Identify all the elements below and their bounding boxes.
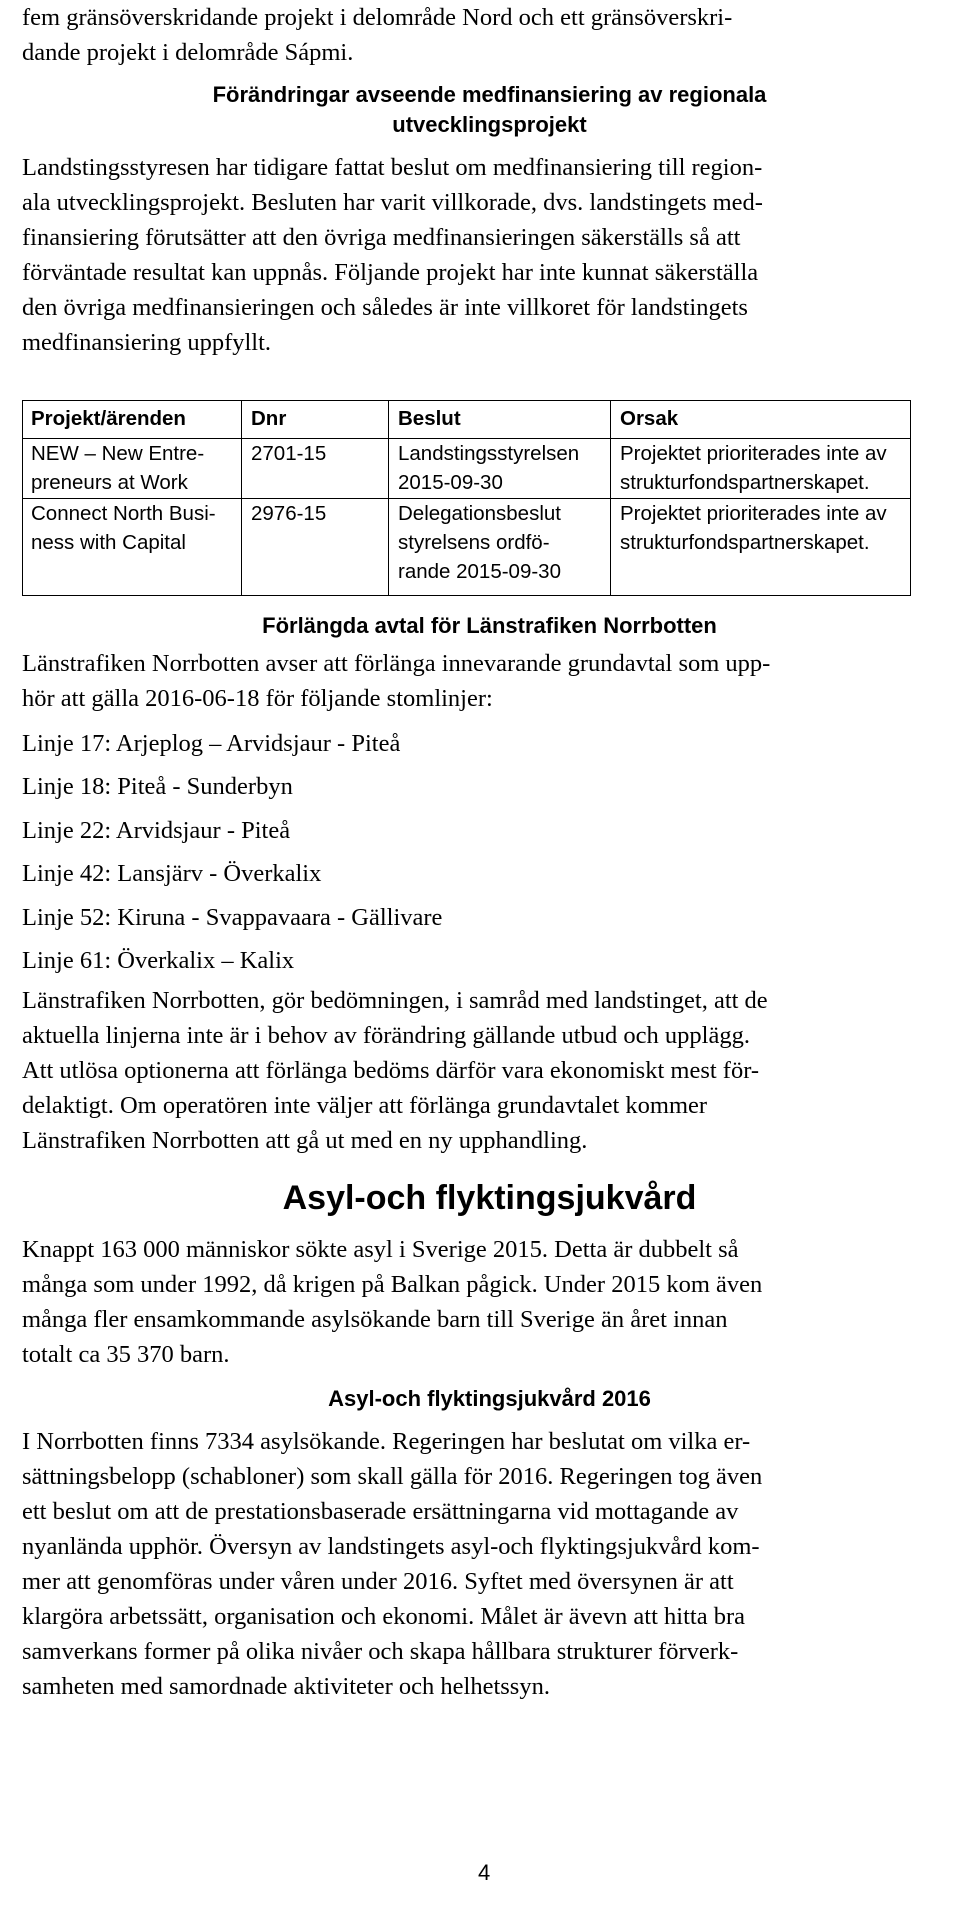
route-list bbox=[22, 722, 922, 982]
medfinansiering-paragraph bbox=[22, 150, 922, 360]
asyl-paragraph bbox=[22, 1232, 922, 1372]
text-line: Landstingsstyresen har tidigare fattat beslut om medfinansiering till region- bbox=[22, 154, 763, 181]
lanstrafiken-paragraph bbox=[22, 983, 922, 1158]
cell-line: NEW – New Entre- bbox=[31, 442, 205, 465]
page-number: 4 bbox=[478, 1860, 491, 1885]
text-line: många fler ensamkommande asylsökande barn till Sverige än året innan bbox=[22, 1306, 728, 1333]
table-cell-dnr: 2976-15 bbox=[251, 502, 327, 525]
text-line: klargöra arbetssätt, organisation och ekonomi. Målet är ävevn att hitta bra bbox=[22, 1603, 745, 1630]
section-heading-lanstrafiken: Förlängda avtal för Länstrafiken Norrbotten bbox=[262, 613, 717, 638]
heading-line: Förändringar avseende medfinansiering av regionala bbox=[212, 82, 767, 107]
section-heading-asyl: Asyl-och flyktingsjukvård bbox=[282, 1179, 697, 1217]
text-line: Länstrafiken Norrbotten, gör bedömningen, i samråd med landstinget, att de bbox=[22, 987, 768, 1014]
text-line: Knappt 163 000 människor sökte asyl i Sverige 2015. Detta är dubbelt så bbox=[22, 1236, 739, 1263]
cell-line: styrelsens ordfö- bbox=[398, 531, 550, 554]
table-header-beslut: Beslut bbox=[398, 407, 461, 430]
route-item: Linje 17: Arjeplog – Arvidsjaur - Piteå bbox=[22, 730, 401, 757]
cell-line: Landstingsstyrelsen bbox=[398, 442, 580, 465]
text-line: förväntade resultat kan uppnås. Följande projekt har inte kunnat säkerställa bbox=[22, 259, 759, 286]
text-line: samverkans former på olika nivåer och skapa hållbara strukturer förverk- bbox=[22, 1638, 739, 1665]
table-cell-orsak bbox=[620, 439, 887, 497]
route-item: Linje 61: Överkalix – Kalix bbox=[22, 947, 295, 975]
text-line: många som under 1992, då krigen på Balkan pågick. Under 2015 kom även bbox=[22, 1271, 763, 1298]
text-line: mer att genomföras under våren under 2016. Syftet med översynen är att bbox=[22, 1568, 734, 1595]
text-line: aktuella linjerna inte är i behov av förändring gällande utbud och upplägg. bbox=[22, 1022, 750, 1049]
text-line: Länstrafiken Norrbotten att gå ut med en ny upphandling. bbox=[22, 1127, 588, 1154]
table-header-dnr: Dnr bbox=[251, 407, 287, 430]
text-line: dande projekt i delområde Sápmi. bbox=[22, 39, 354, 66]
cell-line: ness with Capital bbox=[31, 531, 186, 554]
route-item: Linje 42: Lansjärv - Överkalix bbox=[22, 860, 322, 888]
cell-line: rande 2015-09-30 bbox=[398, 560, 561, 583]
text-line: ett beslut om att de prestationsbaserade ersättningarna vid mottagande av bbox=[22, 1498, 739, 1525]
cell-line: strukturfondspartnerskapet. bbox=[620, 531, 870, 554]
text-line: ala utvecklingsprojekt. Besluten har varit villkorade, dvs. landstingets med- bbox=[22, 189, 763, 216]
text-line: samheten med samordnade aktiviteter och helhetssyn. bbox=[22, 1673, 550, 1700]
text-line: delaktigt. Om operatören inte väljer att förlänga grundavtalet kommer bbox=[22, 1092, 708, 1119]
cell-line: Projektet prioriterades inte av bbox=[620, 442, 887, 465]
text-line: Länstrafiken Norrbotten avser att förlänga innevarande grundavtal som upp- bbox=[22, 650, 771, 677]
projects-table bbox=[22, 400, 911, 596]
table-cell-beslut bbox=[398, 499, 561, 586]
text-line: sättningsbelopp (schabloner) som skall gälla för 2016. Regeringen tog även bbox=[22, 1463, 763, 1490]
route-item: Linje 52: Kiruna - Svappavaara - Gällivare bbox=[22, 903, 443, 931]
cell-line: Connect North Busi- bbox=[31, 502, 216, 525]
section-heading-asyl-2016: Asyl-och flyktingsjukvård 2016 bbox=[328, 1386, 651, 1411]
text-line: den övriga medfinansieringen och således är inte villkoret för landstingets bbox=[22, 294, 748, 321]
asyl-2016-paragraph bbox=[22, 1424, 922, 1704]
table-cell-beslut bbox=[398, 439, 579, 497]
table-cell-project bbox=[31, 499, 216, 557]
route-item: Linje 18: Piteå - Sunderbyn bbox=[22, 773, 293, 801]
text-line: hör att gälla 2016-06-18 för följande stomlinjer: bbox=[22, 685, 493, 712]
text-line: I Norrbotten finns 7334 asylsökande. Regeringen har beslutat om vilka er- bbox=[22, 1428, 751, 1455]
cell-line: preneurs at Work bbox=[31, 471, 188, 494]
table-cell-project bbox=[31, 439, 204, 497]
table-header-orsak: Orsak bbox=[620, 407, 679, 430]
table-cell-orsak bbox=[620, 499, 887, 557]
table-header-projekt: Projekt/ärenden bbox=[31, 407, 186, 430]
text-line: totalt ca 35 370 barn. bbox=[22, 1341, 230, 1368]
cell-line: strukturfondspartnerskapet. bbox=[620, 471, 870, 494]
text-line: medfinansiering uppfyllt. bbox=[22, 329, 272, 356]
section-heading-medfinansiering bbox=[22, 80, 957, 140]
route-item: Linje 22: Arvidsjaur - Piteå bbox=[22, 816, 291, 844]
lanstrafiken-intro bbox=[22, 646, 922, 716]
table-cell-dnr: 2701-15 bbox=[251, 442, 327, 465]
intro-paragraph bbox=[22, 0, 922, 70]
text-line: nyanlända upphör. Översyn av landstingets asyl-och flyktingsjukvård kom- bbox=[22, 1533, 760, 1560]
text-line: finansiering förutsätter att den övriga medfinansieringen säkerställs så att bbox=[22, 224, 741, 251]
text-line: Att utlösa optionerna att förlänga bedöms därför vara ekonomiskt mest för- bbox=[22, 1057, 760, 1084]
cell-line: Delegationsbeslut bbox=[398, 502, 561, 525]
heading-line: utvecklingsprojekt bbox=[392, 112, 587, 137]
cell-line: Projektet prioriterades inte av bbox=[620, 502, 887, 525]
cell-line: 2015-09-30 bbox=[398, 471, 503, 494]
text-line: fem gränsöverskridande projekt i delområde Nord och ett gränsöverskri- bbox=[22, 4, 733, 31]
